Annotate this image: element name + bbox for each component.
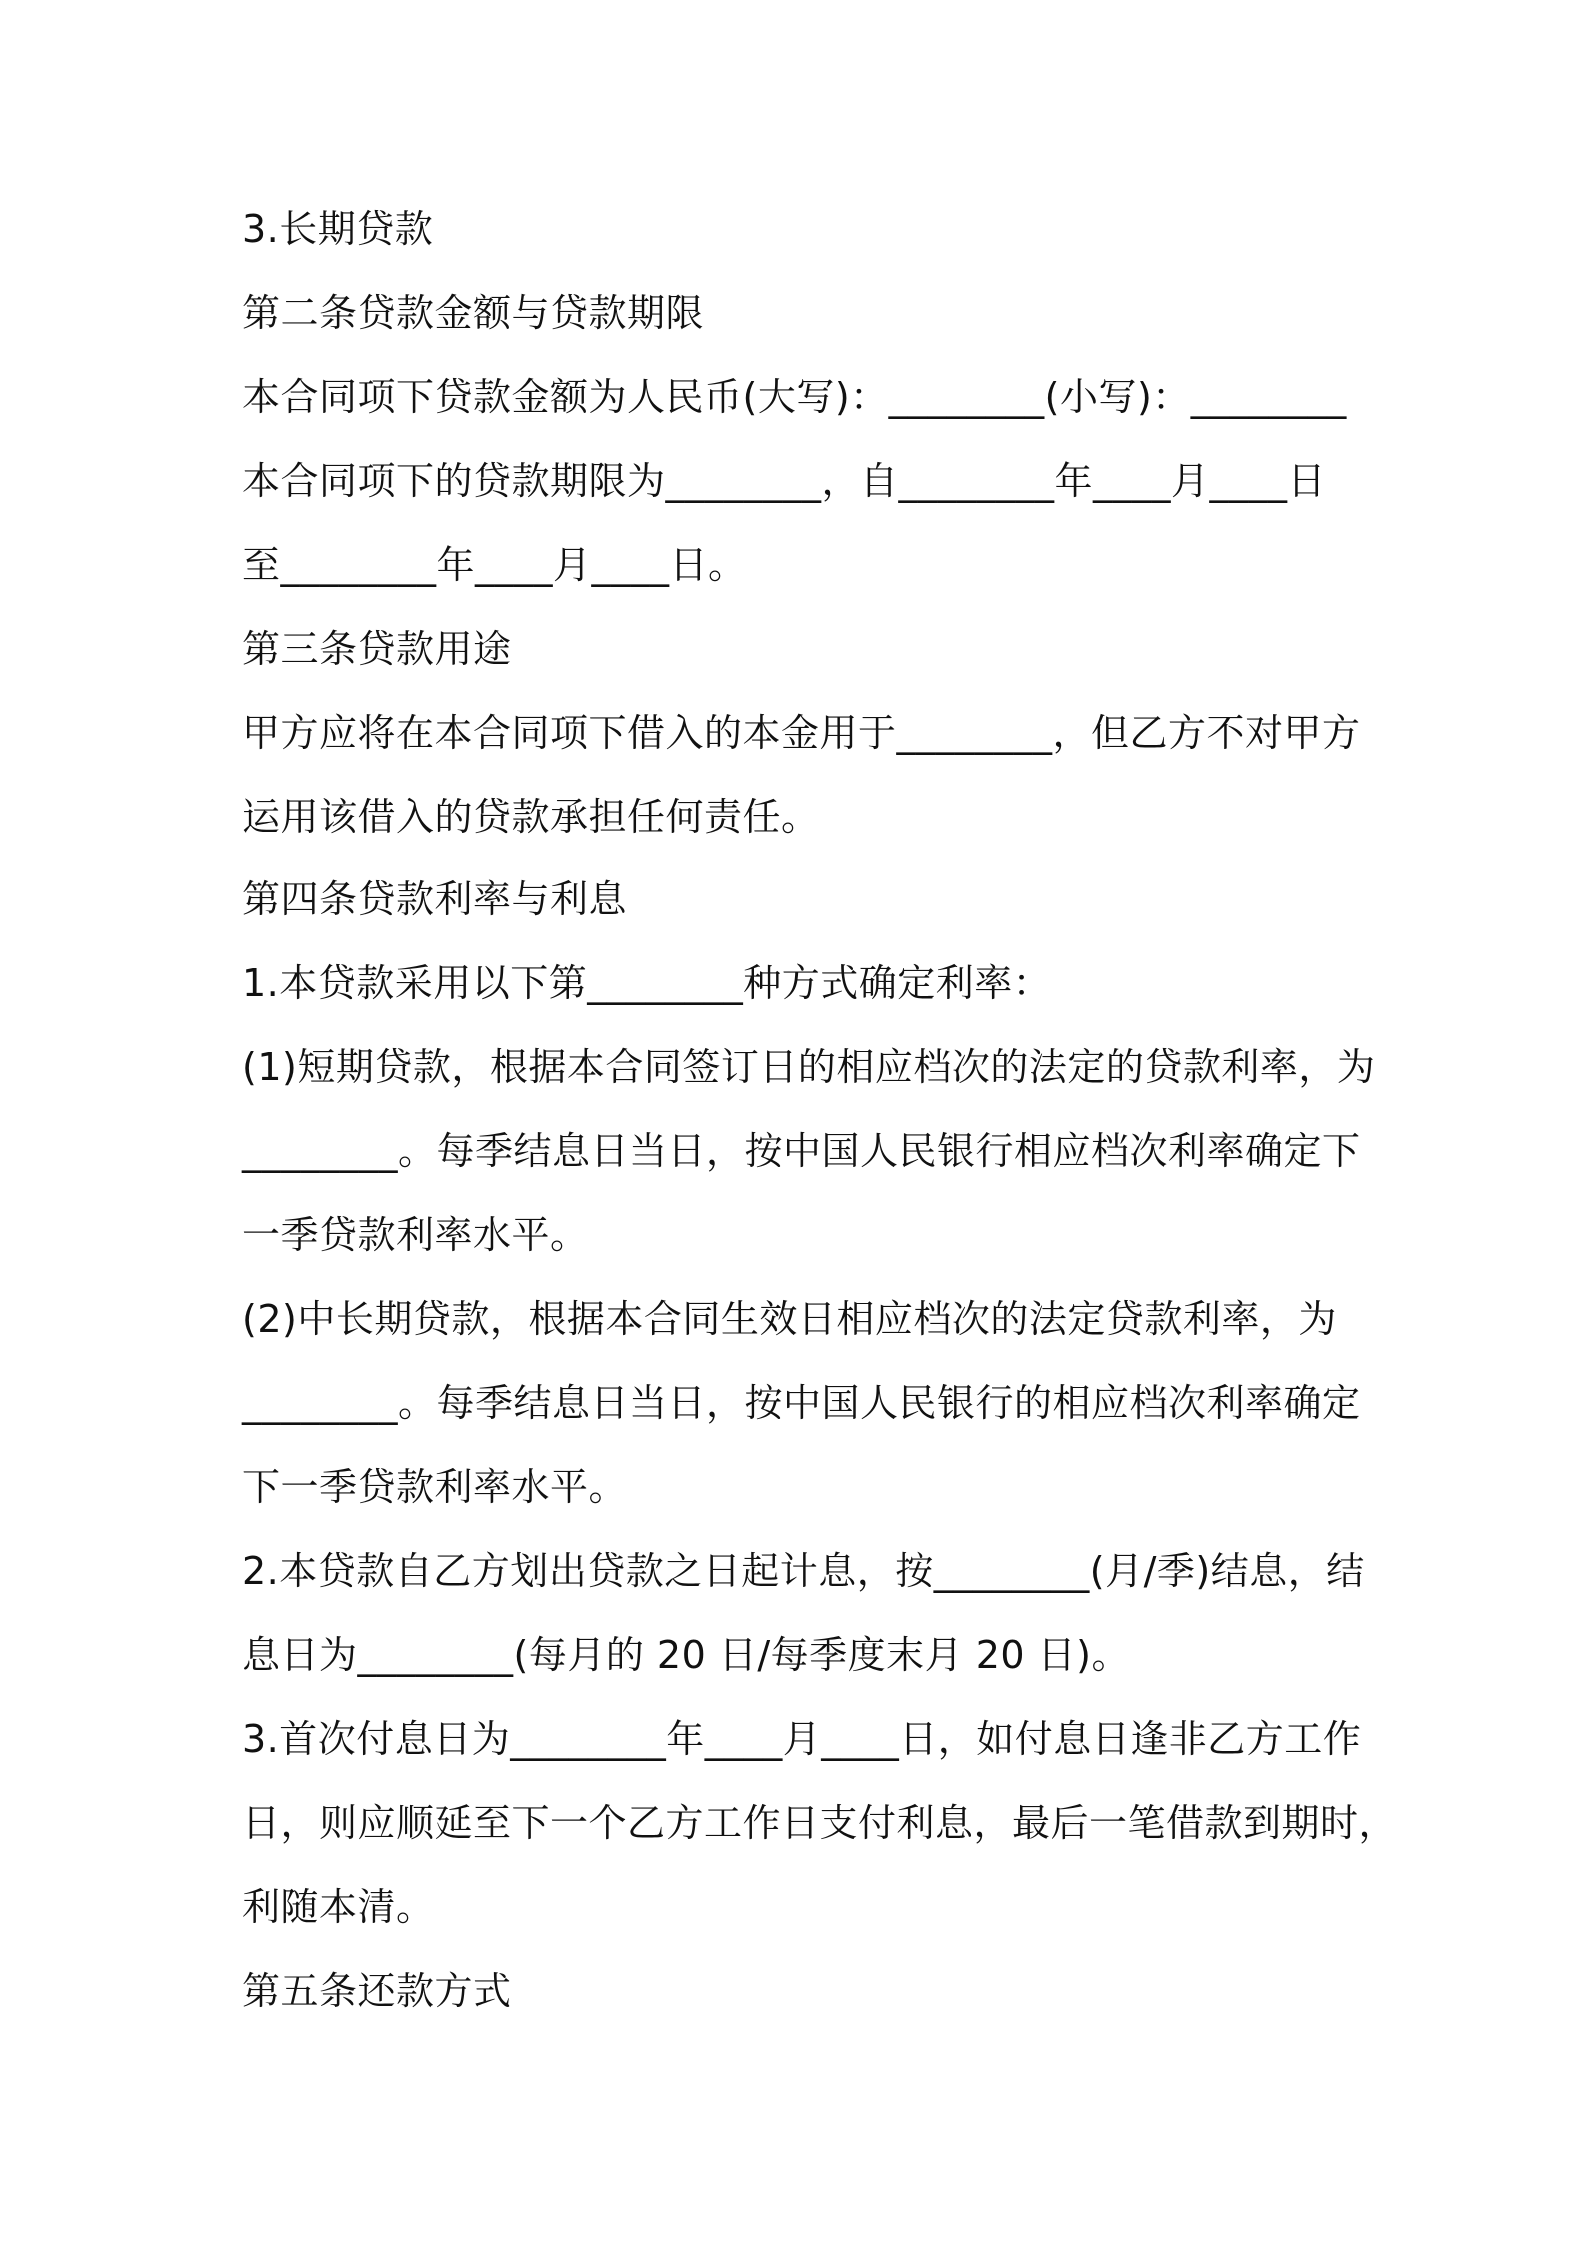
article-4-item-1-1-line-3: 一季贷款利率水平。 (242, 1213, 589, 1257)
article-2-heading: 第二条贷款金额与贷款期限 (242, 291, 705, 335)
section-item-long-term-loan: 3.长期贷款 (242, 207, 434, 251)
article-2-line-3: 至________年____月____日。 (242, 543, 747, 587)
article-3-line-1: 甲方应将在本合同项下借入的本金用于________，但乙方不对甲方 (242, 711, 1361, 755)
article-4-item-3-line-1: 3.首次付息日为________年____月____日，如付息日逢非乙方工作 (242, 1717, 1362, 1761)
article-4-item-2-line-2: 息日为________(每月的 20 日/每季度末月 20 日)。 (242, 1633, 1130, 1677)
article-4-item-1-1-line-2: ________。每季结息日当日，按中国人民银行相应档次利率确定下 (242, 1129, 1361, 1173)
article-2-line-2: 本合同项下的贷款期限为________，自________年____月____日 (242, 459, 1327, 503)
article-4-item-1: 1.本贷款采用以下第________种方式确定利率： (242, 961, 1052, 1005)
article-4-item-2-line-1: 2.本贷款自乙方划出贷款之日起计息，按________(月/季)结息，结 (242, 1549, 1365, 1593)
article-4-item-1-2-line-2: ________。每季结息日当日，按中国人民银行的相应档次利率确定 (242, 1381, 1361, 1425)
article-4-item-1-2-line-1: (2)中长期贷款，根据本合同生效日相应档次的法定贷款利率，为 (242, 1297, 1337, 1341)
article-3-heading: 第三条贷款用途 (242, 627, 512, 671)
article-4-item-3-line-2: 日，则应顺延至下一个乙方工作日支付利息，最后一笔借款到期时， (242, 1801, 1398, 1845)
article-4-heading: 第四条贷款利率与利息 (242, 877, 628, 921)
article-5-heading: 第五条还款方式 (242, 1969, 512, 2013)
article-2-line-1: 本合同项下贷款金额为人民币(大写)：________(小写)：________ (242, 375, 1347, 419)
article-4-item-1-1-line-1: (1)短期贷款，根据本合同签订日的相应档次的法定的贷款利率，为 (242, 1045, 1376, 1089)
article-4-item-1-2-line-3: 下一季贷款利率水平。 (242, 1465, 628, 1509)
article-4-item-3-line-3: 利随本清。 (242, 1885, 435, 1929)
article-3-line-2: 运用该借入的贷款承担任何责任。 (242, 795, 820, 839)
